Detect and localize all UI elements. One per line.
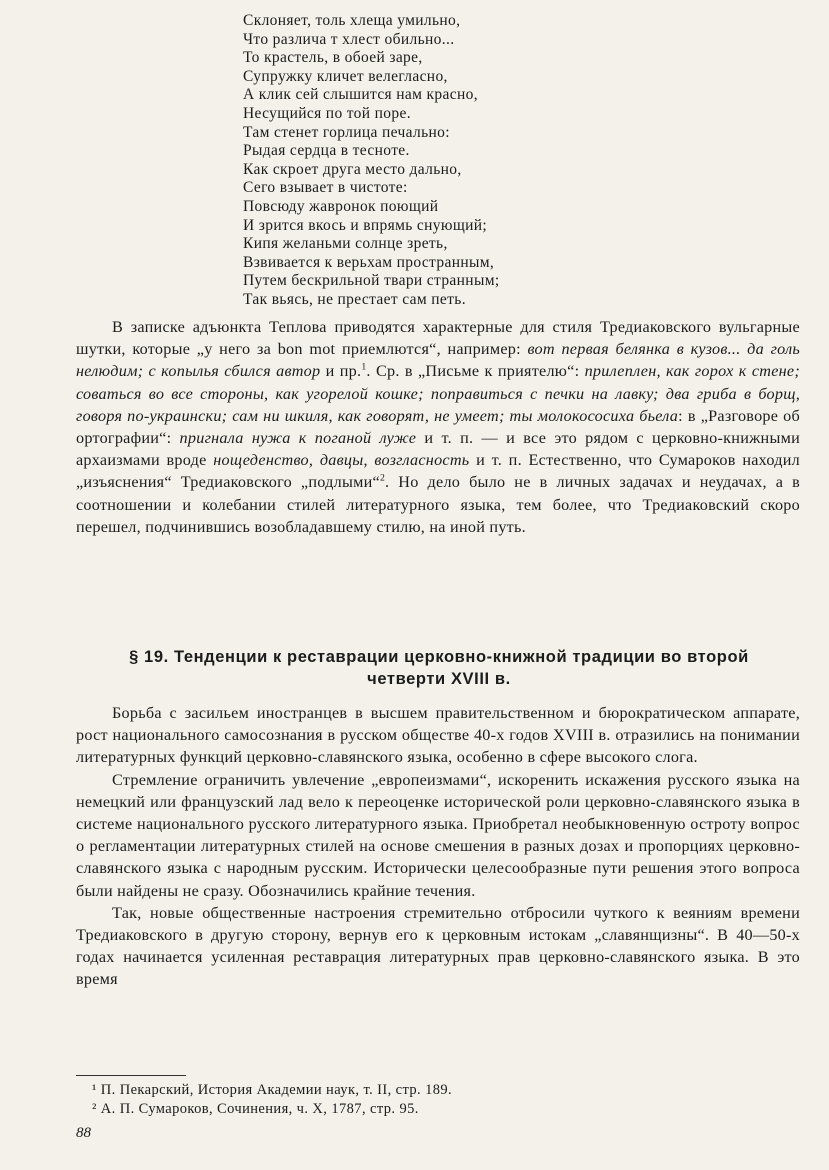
footnote: ¹ П. Пекарский, История Академии наук, т. II, стр. 189.: [92, 1082, 453, 1098]
poem-line: Что различа т хлест обильно...: [243, 30, 455, 48]
poem-line: Как скроет друга место дально,: [243, 160, 462, 178]
section-heading: § 19. Тенденции к реставрации церковно-книжной традиции во второй четверти XVIII в.: [129, 648, 749, 688]
poem-line: А клик сей слышится нам красно,: [243, 86, 478, 104]
quoted-phrase: нощеденство, давцы, возгласность: [213, 451, 470, 470]
poem-line: Сего взывает в чистоте:: [243, 179, 408, 197]
poem-line: Склоняет, толь хлеща умильно,: [243, 12, 461, 29]
paragraph-text: : в „Разговоре об ортографии“:: [76, 406, 800, 448]
paragraph-text: и т. п. — и все это рядом с церковно-книжными архаизмами вроде: [76, 429, 800, 470]
poem-block: [243, 12, 683, 310]
paragraph-text: . Но дело было не в личных задачах и неудачах, а в соотношении и колебании стилей литературного языка, тем более, что Тредиаковский скоро перешел, подчинившись возобладавшему стилю, на иной путь.: [76, 473, 800, 536]
paragraph-text: . Ср. в „Письме к приятелю“:: [366, 362, 585, 381]
body-text-section-18: [76, 316, 800, 538]
poem-line: То крастель, в обоей заре,: [243, 49, 423, 67]
quoted-phrase: пригнала нужа к поганой луже: [179, 429, 417, 448]
poem-line: Супружку кличет велегласно,: [243, 67, 448, 85]
paragraph: Борьба с засильем иностранцев в высшем правительственном и бюрократическом аппарате, рост национального самосознания в русском обществе 40-х годов XVIII в. отразились на понимании литературных функций церковно-славянского языка, особенно в сфере высокого слога.: [76, 704, 800, 767]
paragraph-text: В записке адъюнкта Теплова приводятся характерные для стиля Тредиаковского вульгарные шутки, которые „у него за bon mot приемлются“, например:: [76, 318, 800, 359]
poem-line: Путем бескрильной твари странным;: [243, 272, 500, 290]
paragraph: [76, 316, 800, 538]
quoted-phrase: прилеплен, как горох к стене; соваться во все стороны, как угорелой кошке; поправиться с печки на лавку; два гриба в борщ, говоря по-украински; сам ни шкиля, как говорят, не умеет; ты молокососиха бьела: [76, 362, 801, 425]
footnote-ref[interactable]: 2: [379, 473, 386, 485]
body-text-section-19: [76, 702, 800, 991]
paragraph: Стремление ограничить увлечение „европеизмами“, искоренить искажения русского языка на немецкий или французский лад вело к переоценке исторической роли церковно-славянского языка в системе национального русского литературного языка. Приобретал необыкновенную остроту вопрос о регламентации литературных стилей на основе смешения в разных дозах и пропорциях церковно-славянского языка с народным русским. Исторически целесообразные пути решения этого вопроса были найдены не сразу. Обозначились крайние течения.: [76, 770, 800, 900]
paragraph: Так, новые общественные настроения стремительно отбросили чуткого к веяниям времени Тредиаковского в другую сторону, вернув его к церковным истокам „славянщизны“. В 40—50-х годах начинается усиленная реставрация литературных прав церковно-славянского языка. В это время: [76, 903, 800, 989]
poem-line: Там стенет горлица печально:: [243, 123, 450, 141]
poem-line: Повсюду жавронок поющий: [243, 197, 439, 215]
poem-line: Так вьясь, не престает сам петь.: [243, 290, 466, 308]
footnote-ref[interactable]: 1: [361, 362, 367, 374]
poem-line: Рыдая сердца в тесноте.: [243, 142, 410, 160]
poem-line: И зрится вкось и впрямь снующий;: [243, 216, 488, 234]
poem-line: Кипя желаньми солнце зреть,: [243, 235, 448, 253]
paragraph-text: и пр.: [320, 362, 362, 381]
poem-line: Взвивается к верьхам пространным,: [243, 253, 495, 271]
poem-line: Несущийся по той поре.: [243, 104, 411, 122]
footnote: ² А. П. Сумароков, Сочинения, ч. X, 1787, стр. 95.: [92, 1101, 419, 1117]
footnotes: [92, 1081, 792, 1119]
paragraph-text: и т. п. Естественно, что Сумароков находил „изъяснения“ Тредиаковского „подлыми“: [76, 451, 800, 492]
page-number: 88: [76, 1125, 91, 1141]
footnote-divider: [76, 1075, 186, 1076]
quoted-phrase: вот первая белянка в кузов... да голь нелюдим; с копылья сбился автор: [76, 340, 801, 381]
